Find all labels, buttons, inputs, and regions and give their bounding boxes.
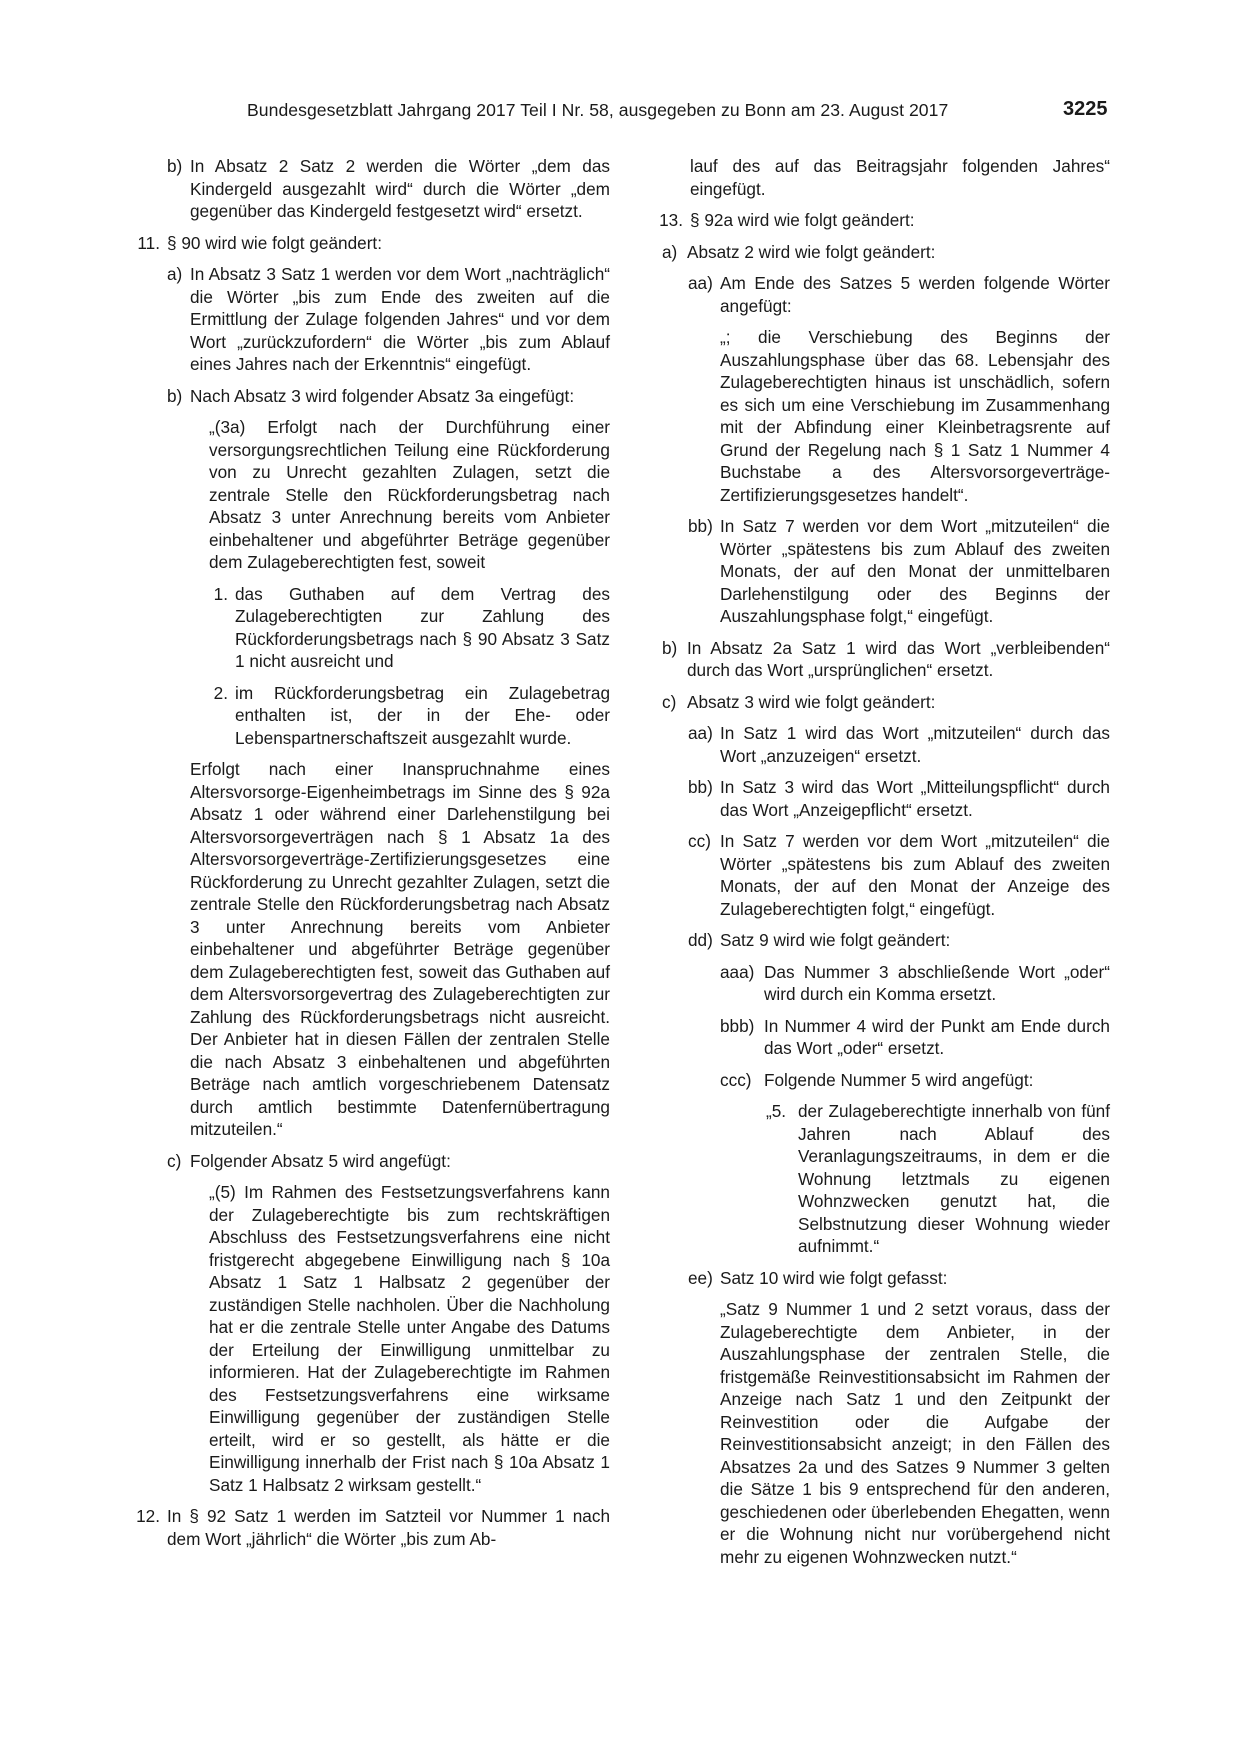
item-text: Satz 9 wird wie folgt geändert: (720, 930, 951, 950)
quote-item-2 (132, 682, 610, 750)
item-text: In Nummer 4 wird der Punkt am Ende durch das Wort „oder“ ersetzt. (764, 1015, 1110, 1058)
item-text: Absatz 3 wird wie folgt geändert: (687, 691, 936, 712)
item-label: 12. (136, 1506, 160, 1526)
item-text: § 92a wird wie folgt geändert: (690, 210, 915, 230)
item-13-b (632, 637, 1110, 682)
item-label: b) (662, 637, 678, 658)
item-text: Nach Absatz 3 wird folgender Absatz 3a eingefügt: (190, 385, 575, 406)
item-13-c-cc (632, 830, 1110, 920)
item-text: der Zulageberechtigte innerhalb von fünf Jahren nach Ablauf des Veranlagungszeitraums, in dem er die Wohnung letztmals zu eigenen Wohnzwecken genutzt hat, die Selbstnutzung dieser Wohnung wieder aufnimmt.“ (798, 1101, 1110, 1256)
quote-paragraph-3a: „(3a) Erfolgt nach der Durchführung einer versorgungsrechtlichen Teilung eine Rückforderung von zu Unrecht gezahlten Zulagen, setzt die zentrale Stelle den Rückforderungsbetrag nach Absatz 3 unter Anrechnung bereits vom Anbieter einbehaltener und abgeführter Beträge gegenüber dem Zulageberechtigten fest, soweit (209, 417, 610, 572)
item-13-c-dd-bbb (632, 1015, 1110, 1060)
item-13-c-dd (632, 929, 1110, 952)
item-12 (132, 1505, 610, 1550)
right-column (632, 155, 1110, 1568)
item-text: im Rückforderungsbetrag ein Zulagebetrag enthalten ist, der in der Ehe- oder Lebenspartnerschaftszeit ausgezahlt wurde. (235, 682, 610, 748)
item-text: In § 92 Satz 1 werden im Satzteil vor Nummer 1 nach dem Wort „jährlich“ die Wörter „bis zum Ab- (167, 1506, 610, 1549)
item-13-c-aa (632, 722, 1110, 767)
item-13-c (632, 691, 1110, 714)
quote-continuation: Erfolgt nach einer Inanspruchnahme eines Altersvorsorge-Eigenheimbetrags im Sinne des § 92a Absatz 1 oder während einer Darlehenstilgung bei Altersvorsorgeverträgen nach § 1 Absatz 1a des Altersvorsorgeverträge-Zertifizierungsgesetzes eine Rückforderung zu Unrecht gezahlter Zulagen, setzt die zentrale Stelle den Rückforderungsbetrag nach Absatz 3 unter Anrechnung bereits vom Anbieter einbehaltener und abgeführter Beträge gegenüber dem Zulageberechtigten fest, soweit das Guthaben auf dem Altersvorsorgevertrag des Zulageberechtigten zur Zahlung des Rückforderungsbetrags nicht ausreicht. Der Anbieter hat in diesen Fällen der zentralen Stelle die nach Absatz 3 einbehaltenen und abgeführten Beträge nach amtlich vorgeschriebenem Datensatz durch amtlich bestimmte Datenfernübertragung mitzuteilen.“ (190, 759, 610, 1139)
running-header: Bundesgesetzblatt Jahrgang 2017 Teil I Nr. 58, ausgegeben zu Bonn am 23. August 2017 (247, 100, 949, 120)
item-label: bb) (688, 777, 713, 797)
item-text: In Satz 3 wird das Wort „Mitteilungspflicht“ durch das Wort „Anzeigepflicht“ ersetzt. (720, 777, 1110, 820)
item-text: In Satz 1 wird das Wort „mitzuteilen“ durch das Wort „anzuzeigen“ ersetzt. (720, 723, 1110, 766)
item-10-b (132, 155, 610, 223)
item-label: c) (662, 691, 677, 712)
page-number: 3225 (1063, 98, 1108, 120)
item-text: In Absatz 2 Satz 2 werden die Wörter „dem das Kindergeld ausgezahlt wird“ durch die Wörter „dem gegenüber das Kindergeld festgesetzt wird“ ersetzt. (190, 156, 610, 221)
item-13-c-dd-aaa (632, 961, 1110, 1006)
item-13-a (632, 241, 1110, 264)
item-label: cc) (688, 831, 711, 851)
item-label: bbb) (720, 1015, 755, 1036)
item-text: Folgende Nummer 5 wird angefügt: (764, 1069, 1034, 1090)
item-11 (132, 232, 610, 255)
item-text: Das Nummer 3 abschließende Wort „oder“ wird durch ein Komma ersetzt. (764, 961, 1110, 1004)
item-label: 2. (213, 682, 228, 703)
item-13-c-bb (632, 776, 1110, 821)
item-label: aa) (688, 723, 713, 743)
item-label: 11. (137, 232, 160, 253)
quote-ee: „Satz 9 Nummer 1 und 2 setzt voraus, dass der Zulageberechtigte dem Anbieter, in der Auszahlungsphase der zentralen Stelle, die fristgemäße Reinvestitionsabsicht im Rahmen der Anzeige nach Satz 1 und den Zeitpunkt der Reinvestition oder die Aufgabe der Reinvestitionsabsicht anzeigt; in den Fällen des Absatzes 2a und des Satzes 9 Nummer 3 gelten die Sätze 1 bis 9 entsprechend für den anderen, geschiedenen oder überlebenden Ehegatten, wenn er die Wohnung nicht nur vorübergehend nicht mehr zu eigenen Wohnzwecken nutzt.“ (720, 1299, 1110, 1567)
item-label: ee) (688, 1267, 713, 1288)
item-text: In Satz 7 werden vor dem Wort „mitzuteilen“ die Wörter „spätestens bis zum Ablauf des zweiten Monats, der auf den Monat der unmittelbaren Darlehenstilgung oder des Beginns der Auszahlungsphase folgt,“ eingefügt. (720, 516, 1110, 626)
item-label: 13. (659, 210, 683, 230)
item-label: ccc) (720, 1069, 752, 1090)
item-label: aaa) (720, 961, 755, 982)
item-text: Absatz 2 wird wie folgt geändert: (687, 241, 936, 262)
item-label: b) (167, 156, 183, 176)
item-label: 1. (213, 583, 228, 604)
item-label: c) (167, 1150, 182, 1171)
item-13-c-ee (632, 1267, 1110, 1290)
quote-number-5 (632, 1100, 1110, 1258)
item-text: Satz 10 wird wie folgt gefasst: (720, 1267, 948, 1288)
item-12-continuation: lauf des auf das Beitragsjahr folgenden Jahres“ eingefügt. (690, 156, 1110, 199)
item-label: dd) (688, 930, 713, 950)
item-11-b (132, 385, 610, 408)
item-label: aa) (688, 273, 713, 293)
quote-aa: „; die Verschiebung des Beginns der Auszahlungsphase über das 68. Lebensjahr des Zulageberechtigten hinaus ist unschädlich, sofern es sich um eine Verschiebung im Zusammenhang mit der Abfindung einer Kleinbetragsrente auf Grund der Regelung nach § 1 Satz 1 Nummer 4 Buchstabe a des Altersvorsorgeverträge-Zertifizierungsgesetzes handelt“. (720, 327, 1110, 505)
item-text: § 90 wird wie folgt geändert: (167, 232, 382, 253)
item-label: a) (662, 241, 678, 262)
item-label: „5. (766, 1101, 787, 1121)
item-13 (632, 209, 1110, 232)
item-text: Am Ende des Satzes 5 werden folgende Wörter angefügt: (720, 273, 1110, 316)
item-11-c (132, 1150, 610, 1173)
quote-item-1 (132, 583, 610, 673)
item-label: bb) (688, 516, 713, 536)
item-11-a (132, 263, 610, 376)
item-13-a-bb (632, 515, 1110, 628)
item-text: das Guthaben auf dem Vertrag des Zulageberechtigten zur Zahlung des Rückforderungsbetrags nach § 90 Absatz 3 Satz 1 nicht ausreicht und (235, 583, 610, 671)
item-text: In Absatz 2a Satz 1 wird das Wort „verbleibenden“ durch das Wort „ursprünglichen“ ersetzt. (687, 637, 1110, 680)
item-text: In Absatz 3 Satz 1 werden vor dem Wort „nachträglich“ die Wörter „bis zum Ende des zweiten auf die Ermittlung der Zulage folgenden Jahres“ und vor dem Wort „zurückzufordern“ die Wörter „bis zum Ablauf eines Jahres nach der Erkenntnis“ eingefügt. (190, 264, 610, 374)
item-label: b) (167, 385, 183, 406)
left-column (132, 155, 610, 1550)
item-13-c-dd-ccc (632, 1069, 1110, 1092)
item-13-a-aa (632, 272, 1110, 317)
quote-paragraph-5: „(5) Im Rahmen des Festsetzungsverfahrens kann der Zulageberechtigte bis zum rechtskräftigen Abschluss des Festsetzungsverfahrens eine nicht fristgerecht abgegebene Einwilligung nach § 10a Absatz 1 Satz 1 Halbsatz 2 gegenüber der zuständigen Stelle nachholen. Über die Nachholung hat er die zentrale Stelle unter Angabe des Datums der Erteilung der Einwilligung unmittelbar zu informieren. Hat der Zulageberechtigte im Rahmen des Festsetzungsverfahrens eine wirksame Einwilligung gegenüber der zuständigen Stelle erteilt, wird er so gestellt, als hätte er die Einwilligung innerhalb der Frist nach § 10a Absatz 1 Satz 1 Halbsatz 2 wirksam gestellt.“ (209, 1182, 610, 1495)
item-text: Folgender Absatz 5 wird angefügt: (190, 1150, 451, 1171)
item-label: a) (167, 264, 183, 284)
item-text: In Satz 7 werden vor dem Wort „mitzuteilen“ die Wörter „spätestens bis zum Ablauf des zweiten Monats, der auf den Monat der Anzeige des Zulageberechtigten folgt,“ eingefügt. (720, 831, 1110, 919)
